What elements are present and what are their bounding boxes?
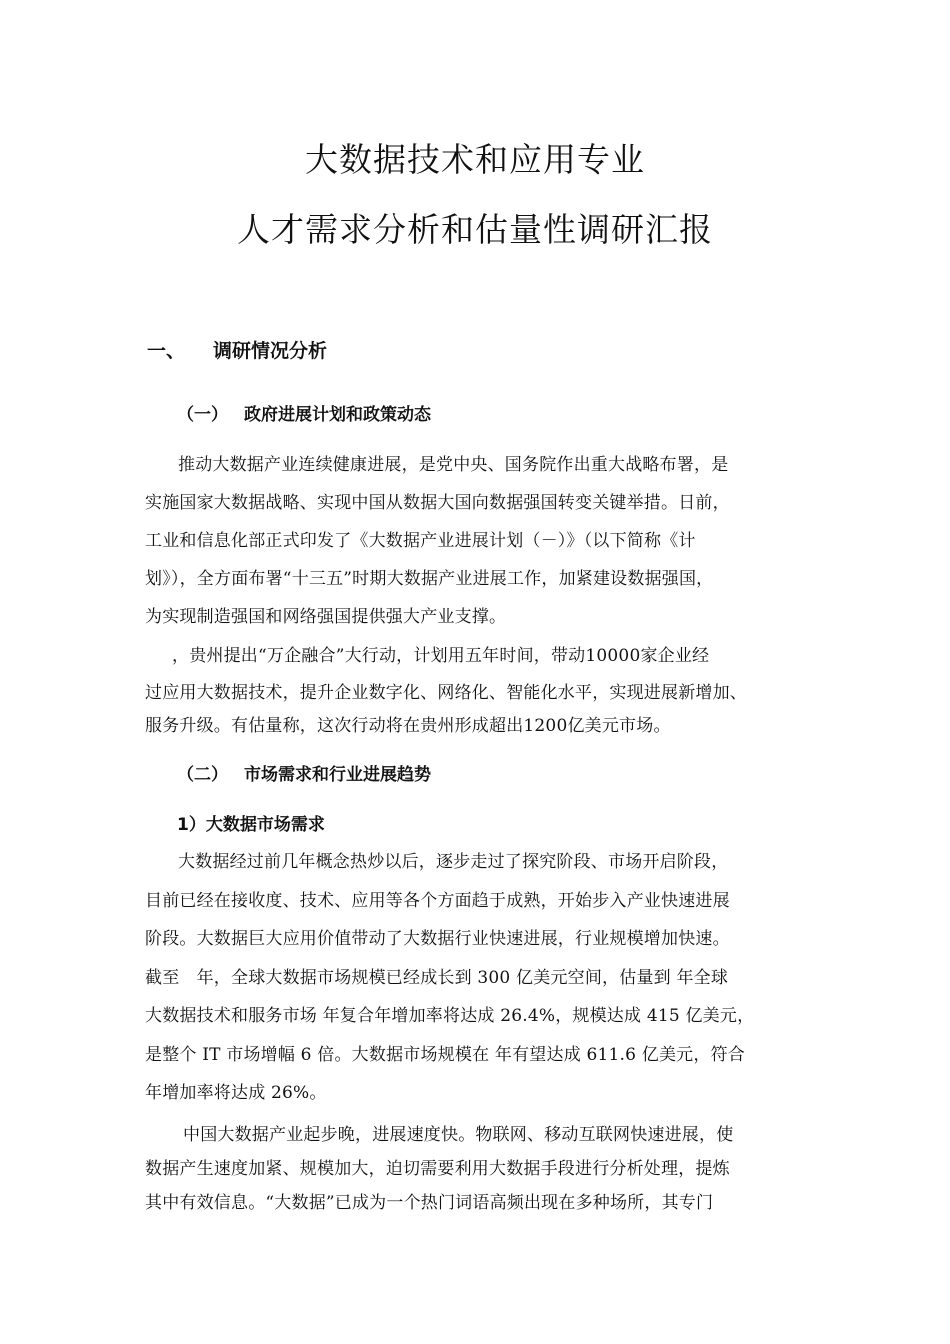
subsection-number: （一） (177, 405, 228, 425)
subsection-heading-1 (177, 400, 431, 425)
paragraph-line: 划》），全方面布署“十三五”时期大数据产业进展工作，加紧建设数据强国， (145, 569, 714, 589)
paragraph-line: 中国大数据产业起步晚，进展速度快。物联网、移动互联网快速进展，使 (183, 1125, 734, 1145)
subsection-number: （二） (177, 765, 228, 785)
paragraph-line: 工业和信息化部正式印发了《大数据产业进展计划（－）》（以下简称《计 (145, 531, 696, 551)
paragraph-line: 服务升级。有估量称，这次行动将在贵州形成超出1200亿美元市场。 (145, 716, 671, 736)
document-title-line-2: 人才需求分析和估量性调研汇报 (237, 210, 713, 249)
subsection-title: 市场需求和行业进展趋势 (244, 765, 431, 785)
paragraph-line: 目前已经在接收度、技术、应用等各个方面趋于成熟，开始步入产业快速进展 (145, 891, 730, 911)
paragraph-line: 为实现制造强国和网络强国提供强大产业支撑。 (145, 607, 507, 627)
paragraph-line: 其中有效信息。“大数据”已成为一个热门词语高频出现在多种场所，其专门 (145, 1193, 714, 1213)
paragraph-line: 大数据经过前几年概念热炒以后，逐步走过了探究阶段、市场开启阶段， (178, 852, 729, 872)
paragraph-line: ，贵州提出“万企融合”大行动，计划用五年时间，带动10000家企业经 (172, 646, 710, 666)
paragraph-line: 数据产生速度加紧、规模加大，迫切需要利用大数据手段进行分析处理，提炼 (145, 1159, 730, 1179)
paragraph-line: 截至 年，全球大数据市场规模已经成长到 300 亿美元空间，估量到 年全球 (145, 968, 729, 988)
section-title: 调研情况分析 (213, 340, 328, 362)
subsection-heading-2 (177, 760, 431, 785)
paragraph-line: 过应用大数据技术，提升企业数字化、网络化、智能化水平，实现进展新增加、 (145, 683, 747, 703)
paragraph-line: 阶段。大数据巨大应用价值带动了大数据行业快速进展，行业规模增加快速。 (145, 929, 730, 949)
section-number: 一、 (147, 340, 186, 362)
section-heading-1 (147, 336, 327, 363)
subsubsection-heading-1: 1）大数据市场需求 (177, 815, 325, 835)
paragraph-line: 实施国家大数据战略、实现中国从数据大国向数据强国转变关键举措。日前， (145, 493, 730, 513)
paragraph-line: 是整个 IT 市场增幅 6 倍。大数据市场规模在 年有望达成 611.6 亿美元，符合 (145, 1045, 745, 1065)
document-title-line-1: 大数据技术和应用专业 (305, 140, 645, 179)
paragraph-line: 大数据技术和服务市场 年复合年增加率将达成 26.4%，规模达成 415 亿美元， (145, 1006, 755, 1026)
paragraph-line: 推动大数据产业连续健康进展，是党中央、国务院作出重大战略布署，是 (178, 455, 729, 475)
subsection-title: 政府进展计划和政策动态 (244, 405, 431, 425)
paragraph-line: 年增加率将达成 26%。 (145, 1083, 327, 1103)
